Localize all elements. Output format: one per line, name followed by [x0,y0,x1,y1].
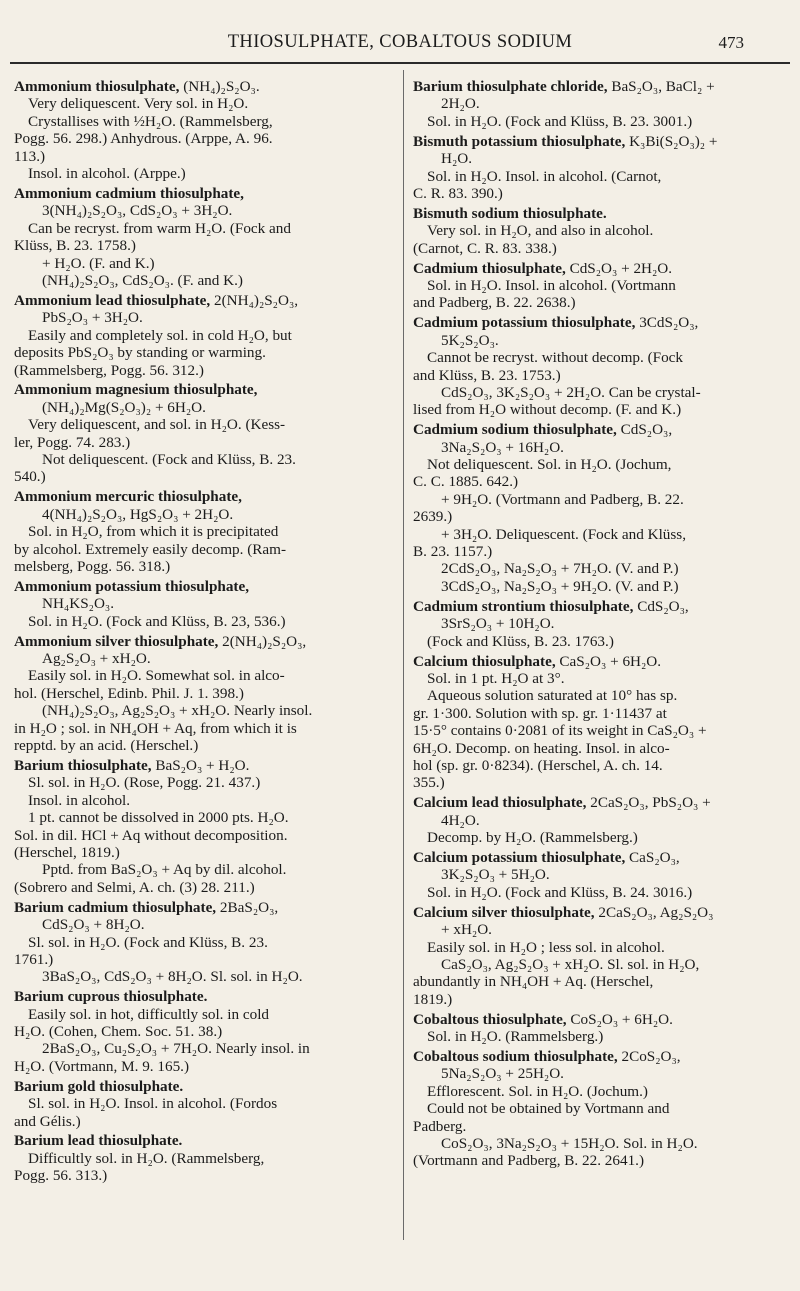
line-text: C. R. 83. 390.) [413,184,503,202]
line-text: 3K₂S₂O₃ + 5H₂O. [441,866,550,884]
entry-text-line [413,349,785,366]
compound-name: Cadmium strontium thiosulphate, [413,597,634,615]
compound-name: Ammonium thiosulphate, [14,78,180,95]
entry-text-line [413,1152,785,1169]
entry-text-line [14,968,388,985]
line-text: 2BaS₂O₃, Cu₂S₂O₃ + 7H₂O. Nearly insol. in [42,1040,310,1058]
line-text: Not deliquescent. Sol. in H₂O. (Jochum, [427,456,672,474]
line-text: B. 23. 1157.) [413,543,493,561]
entry-text-line [14,1167,388,1184]
entry-text-line [14,113,388,130]
entry-heading-line [413,794,785,811]
line-text: Easily sol. in H₂O. Somewhat sol. in alco- [28,667,285,685]
entry [413,904,785,1008]
line-text: Sl. sol. in H₂O. Insol. in alcohol. (Fordos [28,1095,278,1113]
line-text: Easily and completely sol. in cold H₂O, but [28,326,292,344]
entry-heading-line [14,185,388,202]
line-text: H₂O. [441,150,473,168]
entry-heading-line [14,899,388,916]
line-text: BaS₂O₃, BaCl₂ + [607,78,715,95]
line-text: Can be recryst. from warm H₂O. (Fock and [28,219,291,237]
line-text: 2(NH₄)₂S₂O₃, [210,291,299,309]
line-text: hol. (Herschel, Edinb. Phil. J. 1. 398.) [14,684,244,702]
line-text: Padberg. [413,1117,467,1135]
line-text: Decomp. by H₂O. (Rammelsberg.) [427,829,638,847]
line-text: 1 pt. cannot be dissolved in 2000 pts. H₂O. [28,809,289,827]
line-text: 15·5° contains 0·2081 of its weight in CaS₂O₃ + [413,722,707,740]
compound-name: Calcium silver thiosulphate, [413,903,595,921]
entry-text-line [14,737,388,754]
entry-text-line [14,362,388,379]
entry [413,794,785,846]
entry [413,598,785,650]
compound-name: Cadmium potassium thiosulphate, [413,314,636,332]
compound-name: Ammonium mercuric thiosulphate, [14,488,242,506]
entry-text-line [14,309,388,326]
line-text: deposits PbS₂O₃ by standing or warming. [14,344,266,362]
line-text: (Rammelsberg, Pogg. 56. 312.) [14,361,204,379]
line-text: CaS₂O₃, [625,848,680,866]
entry-text-line [413,829,785,846]
column-divider [403,70,404,1240]
entry-text-line [413,687,785,704]
entry-text-line [14,667,388,684]
entry [14,488,388,575]
entry-text-line [14,827,388,844]
line-text: Easily sol. in hot, difficultly sol. in cold [28,1005,270,1023]
entry-text-line [14,774,388,791]
line-text: and Gélis.) [14,1112,81,1130]
entry-heading-line [413,205,785,222]
entry-heading-line [14,1078,388,1095]
header-rule [10,62,790,64]
line-text: CaS₂O₃, Ag₂S₂O₃ + xH₂O. Sl. sol. in H₂O, [441,955,700,973]
line-text: Sol. in H₂O. (Fock and Klüss, B. 24. 3016.) [427,883,693,901]
line-text: 2639.) [413,508,453,526]
entry [14,988,388,1075]
entry-text-line [413,757,785,774]
line-text: Insol. in alcohol. (Arppe.) [28,165,186,183]
entry-text-line [14,702,388,719]
compound-name: Cobaltous sodium thiosulphate, [413,1047,618,1065]
line-text: Difficultly sol. in H₂O. (Rammelsberg, [28,1149,265,1167]
entry-text-line [413,774,785,791]
entry-heading-line [413,904,785,921]
line-text: NH₄KS₂O₃. [42,595,114,613]
entry-heading-line [14,488,388,505]
entry-text-line [413,740,785,757]
entry-text-line [14,879,388,896]
entry-text-line [14,451,388,468]
line-text: in H₂O ; sol. in NH₄OH + Aq, from which it is [14,719,297,737]
line-text: 6H₂O. Decomp. on heating. Insol. in alco- [413,739,670,757]
line-text: BaS₂O₃ + H₂O. [151,756,250,774]
line-text: CdS₂O₃, [616,421,673,439]
line-text: 5K₂S₂O₃. [441,331,499,349]
line-text: Pogg. 56. 298.) Anhydrous. (Arppe, A. 96. [14,130,273,148]
compound-name: Barium thiosulphate chloride, [413,78,608,95]
compound-name: Ammonium magnesium thiosulphate, [14,381,258,399]
entry-text-line [14,506,388,523]
entry-heading-line [413,598,785,615]
entry [413,205,785,257]
line-text: 4H₂O. [441,811,480,829]
entry-text-line [413,1065,785,1082]
entry [14,381,388,485]
line-text: Not deliquescent. (Fock and Klüss, B. 23. [42,451,296,469]
entry-heading-line [413,314,785,331]
entry-text-line [413,670,785,687]
entry [14,292,388,379]
line-text: Sol. in H₂O. (Fock and Klüss, B. 23, 536.) [28,612,286,630]
entry-text-line [413,578,785,595]
line-text: Sol. in H₂O. Insol. in alcohol. (Carnot, [427,167,662,185]
line-text: (Herschel, 1819.) [14,843,120,861]
entry-text-line [14,1095,388,1112]
line-text: Sol. in H₂O, from which it is precipitated [28,523,279,541]
line-text: CdS₂O₃, 3K₂S₂O₃ + 2H₂O. Can be crystal- [441,383,701,401]
entry-text-line [413,1118,785,1135]
entry-heading-line [413,1011,785,1028]
line-text: 3SrS₂O₃ + 10H₂O. [441,615,555,633]
entry-heading-line [413,849,785,866]
line-text: H₂O. (Cohen, Chem. Soc. 51. 38.) [14,1023,223,1041]
entry-text-line [413,185,785,202]
line-text: Could not be obtained by Vortmann and [427,1100,670,1118]
entry-text-line [413,508,785,525]
line-text: (NH₄)₂Mg(S₂O₃)₂ + 6H₂O. [42,398,206,416]
line-text: PbS₂O₃ + 3H₂O. [42,309,143,327]
entry [413,260,785,312]
entry-text-line [413,1028,785,1045]
entry-text-line [14,1113,388,1130]
entry-text-line [413,866,785,883]
entry-text-line [14,327,388,344]
line-text: Insol. in alcohol. [28,791,131,809]
compound-name: Cadmium sodium thiosulphate, [413,421,617,439]
entry-heading-line [14,757,388,774]
line-text: (Fock and Klüss, B. 23. 1763.) [427,632,614,650]
line-text: Sl. sol. in H₂O. (Fock and Klüss, B. 23. [28,933,268,951]
entry-text-line [413,1135,785,1152]
left-column [14,78,388,1187]
entry [413,653,785,792]
line-text: + 3H₂O. Deliquescent. (Fock and Klüss, [441,525,687,543]
entry-text-line [14,1058,388,1075]
compound-name: Ammonium lead thiosulphate, [14,291,211,309]
entry [413,1048,785,1170]
line-text: 3CdS₂O₃, [635,314,699,332]
entry-heading-line [14,1132,388,1149]
entry-heading-line [14,633,388,650]
entry-text-line [14,685,388,702]
line-text: Sol. in dil. HCl + Aq without decomposition. [14,826,288,844]
entry [14,899,388,986]
entry-text-line [413,633,785,650]
line-text: Sol. in 1 pt. H₂O at 3°. [427,669,565,687]
line-text: Very sol. in H₂O, and also in alcohol. [427,222,654,240]
line-text: 3(NH₄)₂S₂O₃, CdS₂O₃ + 3H₂O. [42,202,233,220]
entry-text-line [14,558,388,575]
line-text: C. C. 1885. 642.) [413,473,519,491]
entry-text-line [413,560,785,577]
compound-name: Calcium potassium thiosulphate, [413,848,626,866]
line-text: Very deliquescent. Very sol. in H₂O. [28,95,249,113]
line-text: 4(NH₄)₂S₂O₃, HgS₂O₃ + 2H₂O. [42,505,234,523]
entry-text-line [14,202,388,219]
line-text: Crystallises with ½H₂O. (Rammelsberg, [28,112,273,130]
compound-name: Barium cadmium thiosulphate, [14,898,217,916]
entry-heading-line [413,260,785,277]
entry-text-line [413,401,785,418]
compound-name: Bismuth sodium thiosulphate. [413,204,607,222]
entry-heading-line [14,988,388,1005]
entry-text-line [413,456,785,473]
entry-text-line [14,344,388,361]
line-text: + 9H₂O. (Vortmann and Padberg, B. 22. [441,490,684,508]
entry-text-line [413,1100,785,1117]
page-number: 473 [718,33,744,52]
entry-text-line [413,95,785,112]
line-text: 2CoS₂O₃, [617,1047,681,1065]
line-text: Cannot be recryst. without decomp. (Fock [427,349,684,367]
entry-text-line [413,921,785,938]
entry-text-line [14,416,388,433]
line-text: CoS₂O₃ + 6H₂O. [566,1010,673,1028]
line-text: CoS₂O₃, 3Na₂S₂O₃ + 15H₂O. Sol. in H₂O. [441,1134,698,1152]
entry-text-line [413,367,785,384]
entry-text-line [14,468,388,485]
compound-name: Ammonium silver thiosulphate, [14,632,219,650]
entry-text-line [14,130,388,147]
entry-text-line [413,294,785,311]
line-text: Pptd. from BaS₂O₃ + Aq by dil. alcohol. [42,861,287,879]
entry-heading-line [413,653,785,670]
entry-text-line [413,973,785,990]
entry-text-line [413,543,785,560]
entry-text-line [14,165,388,182]
compound-name: Ammonium potassium thiosulphate, [14,577,250,595]
compound-name: Ammonium cadmium thiosulphate, [14,184,244,202]
line-text: repptd. by an acid. (Herschel.) [14,737,199,755]
entry-text-line [413,113,785,130]
entry-text-line [413,939,785,956]
entry-text-line [14,613,388,630]
entry-text-line [413,168,785,185]
entry [14,757,388,896]
line-text: 540.) [14,468,46,486]
entry-text-line [413,491,785,508]
line-text: lised from H₂O without decomp. (F. and K.) [413,401,682,419]
entry-text-line [14,720,388,737]
line-text: + xH₂O. [441,921,492,939]
line-text: Efflorescent. Sol. in H₂O. (Jochum.) [427,1082,648,1100]
entry-text-line [413,384,785,401]
entry-text-line [14,951,388,968]
entry-text-line [413,1083,785,1100]
line-text: (NH₄)₂S₂O₃, Ag₂S₂O₃ + xH₂O. Nearly insol. [42,702,313,720]
entry-text-line [413,150,785,167]
entry [14,578,388,630]
entry-text-line [14,220,388,237]
line-text: (Sobrero and Selmi, A. ch. (3) 28. 211.) [14,878,255,896]
entry-text-line [14,809,388,826]
entry [413,314,785,418]
compound-name: Calcium lead thiosulphate, [413,794,587,812]
entry-text-line [413,991,785,1008]
line-text: 2(NH₄)₂S₂O₃, [218,632,307,650]
entry-text-line [14,916,388,933]
entry-text-line [14,272,388,289]
line-text: 2H₂O. [441,95,480,113]
line-text: and Padberg, B. 22. 2638.) [413,294,576,312]
entry-text-line [14,541,388,558]
entry-text-line [14,595,388,612]
entry [14,185,388,289]
entry [413,421,785,595]
entry-text-line [413,722,785,739]
line-text: ler, Pogg. 74. 283.) [14,433,131,451]
entry [413,78,785,130]
right-column [413,78,785,1172]
line-text: 3BaS₂O₃, CdS₂O₃ + 8H₂O. Sl. sol. in H₂O. [42,968,303,986]
line-text: Aqueous solution saturated at 10° has sp. [427,687,678,705]
compound-name: Bismuth potassium thiosulphate, [413,132,626,150]
line-text: 1819.) [413,990,453,1008]
entry [14,78,388,182]
entry-text-line [413,473,785,490]
line-text: (NH₄)₂S₂O₃. [179,78,260,95]
line-text: gr. 1·300. Solution with sp. gr. 1·11437 at [413,704,667,722]
line-text: (NH₄)₂S₂O₃, CdS₂O₃. (F. and K.) [42,271,243,289]
line-text: CdS₂O₃ + 8H₂O. [42,916,145,934]
entry-text-line [14,148,388,165]
entry-text-line [14,1150,388,1167]
entry [14,1078,388,1130]
compound-name: Barium gold thiosulphate. [14,1077,184,1095]
line-text: hol (sp. gr. 0·8234). (Herschel, A. ch. 14. [413,756,663,774]
compound-name: Cobaltous thiosulphate, [413,1010,567,1028]
entry-text-line [14,1023,388,1040]
line-text: Sol. in H₂O. Insol. in alcohol. (Vortmann [427,276,676,294]
compound-name: Barium lead thiosulphate. [14,1132,183,1150]
entry-text-line [413,240,785,257]
entry-text-line [14,934,388,951]
line-text: K₃Bi(S₂O₃)₂ + [625,132,718,150]
compound-name: Barium cuprous thiosulphate. [14,988,208,1006]
entry-text-line [14,434,388,451]
entry-text-line [14,844,388,861]
entry-text-line [413,222,785,239]
entry-heading-line [413,133,785,150]
line-text: CdS₂O₃, [633,597,689,615]
entry-text-line [14,95,388,112]
entry-text-line [14,255,388,272]
line-text: and Klüss, B. 23. 1753.) [413,366,561,384]
line-text: CaS₂O₃ + 6H₂O. [555,652,662,670]
line-text: Easily sol. in H₂O ; less sol. in alcohol. [427,938,665,956]
line-text: H₂O. (Vortmann, M. 9. 165.) [14,1057,190,1075]
entry-text-line [14,399,388,416]
line-text: 355.) [413,774,445,792]
entry-text-line [14,1040,388,1057]
running-header [0,32,800,58]
compound-name: Barium thiosulphate, [14,756,152,774]
entry-heading-line [413,1048,785,1065]
entry-text-line [413,812,785,829]
entry-text-line [14,237,388,254]
entry [413,133,785,203]
entry-text-line [14,523,388,540]
entry-text-line [413,332,785,349]
line-text: 3Na₂S₂O₃ + 16H₂O. [441,438,564,456]
line-text: + H₂O. (F. and K.) [42,254,155,272]
line-text: melsberg, Pogg. 56. 318.) [14,557,171,575]
entry-text-line [14,861,388,878]
entry-text-line [14,1006,388,1023]
entry-text-line [14,650,388,667]
line-text: Very deliquescent, and sol. in H₂O. (Kess- [28,416,286,434]
entry-text-line [413,439,785,456]
line-text: CdS₂O₃ + 2H₂O. [565,259,673,277]
entry-heading-line [14,578,388,595]
entry-text-line [413,526,785,543]
entry-heading-line [14,78,388,95]
compound-name: Cadmium thiosulphate, [413,259,566,277]
entry-heading-line [14,292,388,309]
line-text: 1761.) [14,950,54,968]
entry [14,1132,388,1184]
entry-heading-line [14,381,388,398]
entry-text-line [14,792,388,809]
entry-text-line [413,615,785,632]
line-text: 113.) [14,147,46,165]
compound-name: Calcium thiosulphate, [413,652,556,670]
line-text: Sol. in H₂O. (Fock and Klüss, B. 23. 3001.) [427,112,693,130]
entry [14,633,388,755]
entry-heading-line [413,421,785,438]
line-text: Ag₂S₂O₃ + xH₂O. [42,650,151,667]
line-text: Sol. in H₂O. (Rammelsberg.) [427,1028,604,1046]
entry-text-line [413,705,785,722]
line-text: 2CaS₂O₃, Ag₂S₂O₃ [594,903,714,921]
line-text: 2BaS₂O₃, [216,898,279,916]
line-text: by alcohol. Extremely easily decomp. (Ram- [14,540,287,558]
entry [413,1011,785,1046]
entry-text-line [413,956,785,973]
line-text: 2CdS₂O₃, Na₂S₂O₃ + 7H₂O. (V. and P.) [441,560,679,578]
line-text: (Vortmann and Padberg, B. 22. 2641.) [413,1152,645,1170]
entry [413,849,785,901]
line-text: Sl. sol. in H₂O. (Rose, Pogg. 21. 437.) [28,774,261,792]
line-text: 5Na₂S₂O₃ + 25H₂O. [441,1065,564,1083]
entry-text-line [413,277,785,294]
entry-heading-line [413,78,785,95]
line-text: (Carnot, C. R. 83. 338.) [413,239,557,257]
line-text: abundantly in NH₄OH + Aq. (Herschel, [413,973,654,991]
entry-text-line [413,884,785,901]
line-text: 3CdS₂O₃, Na₂S₂O₃ + 9H₂O. (V. and P.) [441,577,679,595]
line-text: 2CaS₂O₃, PbS₂O₃ + [586,794,711,812]
line-text: Klüss, B. 23. 1758.) [14,237,136,255]
line-text: Pogg. 56. 313.) [14,1167,108,1185]
running-title: THIOSULPHATE, COBALTOUS SODIUM [227,32,573,52]
